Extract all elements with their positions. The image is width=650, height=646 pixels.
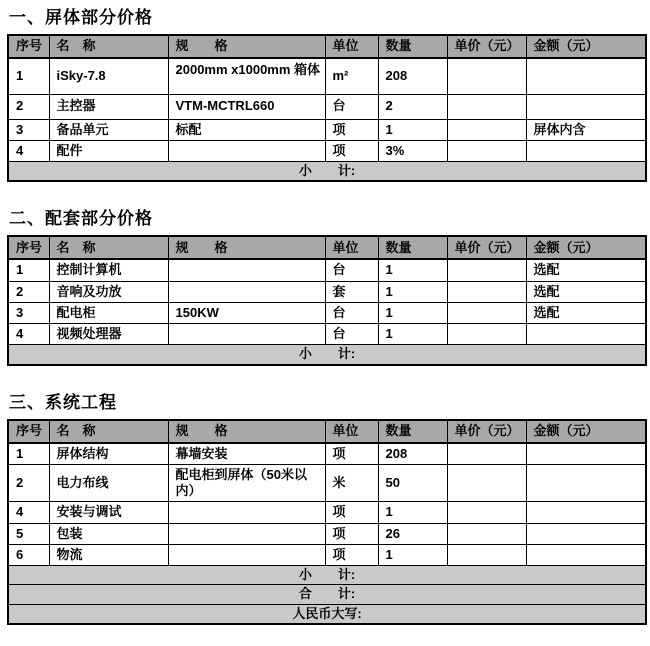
- summary-row: [8, 585, 646, 604]
- table-row: [8, 324, 646, 345]
- table-cell: 标配: [168, 119, 325, 140]
- table-cell: [447, 502, 526, 523]
- table-cell: 208: [378, 443, 447, 465]
- table-cell: 1: [8, 443, 49, 465]
- column-header: 金额（元）: [526, 420, 646, 443]
- table-cell: 配电柜: [49, 302, 168, 323]
- table-cell: 控制计算机: [49, 259, 168, 281]
- table-cell: [526, 544, 646, 565]
- table-row: [8, 140, 646, 161]
- table-cell: 3%: [378, 140, 447, 161]
- table-cell: [168, 324, 325, 345]
- table-cell: 1: [378, 259, 447, 281]
- column-header: 单价（元）: [447, 35, 526, 58]
- table-cell: 5: [8, 523, 49, 544]
- table-cell: iSky-7.8: [49, 58, 168, 94]
- table-cell: [447, 140, 526, 161]
- table-cell: [526, 464, 646, 502]
- column-header: 序号: [8, 236, 49, 259]
- table-cell: [447, 119, 526, 140]
- column-header: 名 称: [49, 35, 168, 58]
- table-cell: m²: [325, 58, 378, 94]
- table-cell: 选配: [526, 302, 646, 323]
- table-cell: 台: [325, 259, 378, 281]
- table-cell: 1: [378, 324, 447, 345]
- table-cell: 主控器: [49, 94, 168, 119]
- column-header: 序号: [8, 35, 49, 58]
- table-cell: 配电柜到屏体（50米以内）: [168, 464, 325, 502]
- column-header: 名 称: [49, 420, 168, 443]
- table-cell: 项: [325, 502, 378, 523]
- table-cell: 台: [325, 94, 378, 119]
- column-header: 金额（元）: [526, 236, 646, 259]
- section-supporting-price: [7, 208, 645, 365]
- table-cell: 项: [325, 544, 378, 565]
- column-header: 单位: [325, 35, 378, 58]
- table-cell: [526, 443, 646, 465]
- table-cell: [447, 259, 526, 281]
- table-cell: 屏体结构: [49, 443, 168, 465]
- column-header: 金额（元）: [526, 35, 646, 58]
- table-cell: [526, 140, 646, 161]
- table-cell: [526, 94, 646, 119]
- summary-row-label: 合 计:: [8, 585, 646, 604]
- column-header: 规 格: [168, 236, 325, 259]
- table-cell: [168, 281, 325, 302]
- column-header: 序号: [8, 420, 49, 443]
- table-cell: 4: [8, 502, 49, 523]
- table-cell: 米: [325, 464, 378, 502]
- table-cell: [168, 502, 325, 523]
- column-header: 数量: [378, 236, 447, 259]
- table-cell: 150KW: [168, 302, 325, 323]
- system-engineering-table: [7, 419, 647, 625]
- table-cell: 2: [378, 94, 447, 119]
- table-row: [8, 58, 646, 94]
- table-cell: [447, 544, 526, 565]
- summary-row: [8, 604, 646, 624]
- table-cell: [526, 502, 646, 523]
- table-cell: 台: [325, 324, 378, 345]
- section-title-screen-body-price: 一、屏体部分价格: [9, 8, 153, 27]
- table-cell: 1: [378, 544, 447, 565]
- table-cell: [526, 523, 646, 544]
- table-cell: 2000mm x1000mm 箱体: [168, 58, 325, 94]
- table-cell: 2: [8, 281, 49, 302]
- column-header: 数量: [378, 35, 447, 58]
- table-cell: 3: [8, 302, 49, 323]
- table-row: [8, 523, 646, 544]
- table-cell: [447, 464, 526, 502]
- screen-body-price-table: [7, 34, 647, 182]
- table-cell: 26: [378, 523, 447, 544]
- table-cell: 项: [325, 523, 378, 544]
- table-cell: VTM-MCTRL660: [168, 94, 325, 119]
- table-cell: [526, 58, 646, 94]
- table-cell: [447, 302, 526, 323]
- table-cell: [168, 544, 325, 565]
- table-cell: 1: [378, 119, 447, 140]
- table-cell: 备品单元: [49, 119, 168, 140]
- table-cell: 安装与调试: [49, 502, 168, 523]
- column-header: 单位: [325, 236, 378, 259]
- summary-row: [8, 162, 646, 182]
- summary-row: [8, 566, 646, 585]
- column-header: 数量: [378, 420, 447, 443]
- table-cell: 屏体内含: [526, 119, 646, 140]
- table-cell: 台: [325, 302, 378, 323]
- table-cell: 套: [325, 281, 378, 302]
- table-cell: 6: [8, 544, 49, 565]
- column-header: 名 称: [49, 236, 168, 259]
- table-cell: 4: [8, 324, 49, 345]
- section-title-supporting-price: 二、配套部分价格: [9, 209, 153, 229]
- table-row: [8, 302, 646, 323]
- column-header: 单位: [325, 420, 378, 443]
- table-cell: 配件: [49, 140, 168, 161]
- table-cell: 电力布线: [49, 464, 168, 502]
- header-row: [8, 35, 646, 58]
- table-cell: 2: [8, 464, 49, 502]
- section-system-engineering: [7, 392, 645, 625]
- table-row: [8, 464, 646, 502]
- table-row: [8, 443, 646, 465]
- table-cell: 2: [8, 94, 49, 119]
- table-row: [8, 502, 646, 523]
- summary-row: [8, 345, 646, 365]
- table-cell: [447, 58, 526, 94]
- table-cell: 4: [8, 140, 49, 161]
- table-cell: 包装: [49, 523, 168, 544]
- summary-row-label: 小 计:: [8, 162, 646, 182]
- table-cell: [447, 281, 526, 302]
- supporting-price-table: [7, 235, 647, 365]
- table-cell: [447, 523, 526, 544]
- column-header: 单价（元）: [447, 420, 526, 443]
- table-row: [8, 281, 646, 302]
- header-row: [8, 236, 646, 259]
- table-cell: [168, 140, 325, 161]
- header-row: [8, 420, 646, 443]
- table-cell: [168, 259, 325, 281]
- table-cell: 音响及功放: [49, 281, 168, 302]
- table-cell: 1: [378, 281, 447, 302]
- table-cell: 幕墙安装: [168, 443, 325, 465]
- section-title-system-engineering: 三、系统工程: [9, 392, 117, 412]
- table-cell: 1: [8, 58, 49, 94]
- table-row: [8, 94, 646, 119]
- table-cell: 1: [8, 259, 49, 281]
- table-row: [8, 259, 646, 281]
- table-cell: [526, 324, 646, 345]
- column-header: 规 格: [168, 420, 325, 443]
- table-cell: 视频处理器: [49, 324, 168, 345]
- table-row: [8, 544, 646, 565]
- section-screen-body-price: [7, 7, 645, 182]
- table-cell: 物流: [49, 544, 168, 565]
- table-cell: [168, 523, 325, 544]
- table-cell: 项: [325, 119, 378, 140]
- table-cell: 选配: [526, 259, 646, 281]
- table-cell: [447, 443, 526, 465]
- table-cell: 项: [325, 443, 378, 465]
- table-row: [8, 119, 646, 140]
- table-cell: [447, 94, 526, 119]
- table-cell: 选配: [526, 281, 646, 302]
- table-cell: 1: [378, 302, 447, 323]
- table-cell: [447, 324, 526, 345]
- summary-row-label: 小 计:: [8, 345, 646, 365]
- table-cell: 50: [378, 464, 447, 502]
- summary-row-label: 小 计:: [8, 566, 646, 585]
- column-header: 规 格: [168, 35, 325, 58]
- table-cell: 项: [325, 140, 378, 161]
- table-cell: 208: [378, 58, 447, 94]
- column-header: 单价（元）: [447, 236, 526, 259]
- table-cell: 3: [8, 119, 49, 140]
- summary-row-label: 人民币大写:: [8, 604, 646, 624]
- table-cell: 1: [378, 502, 447, 523]
